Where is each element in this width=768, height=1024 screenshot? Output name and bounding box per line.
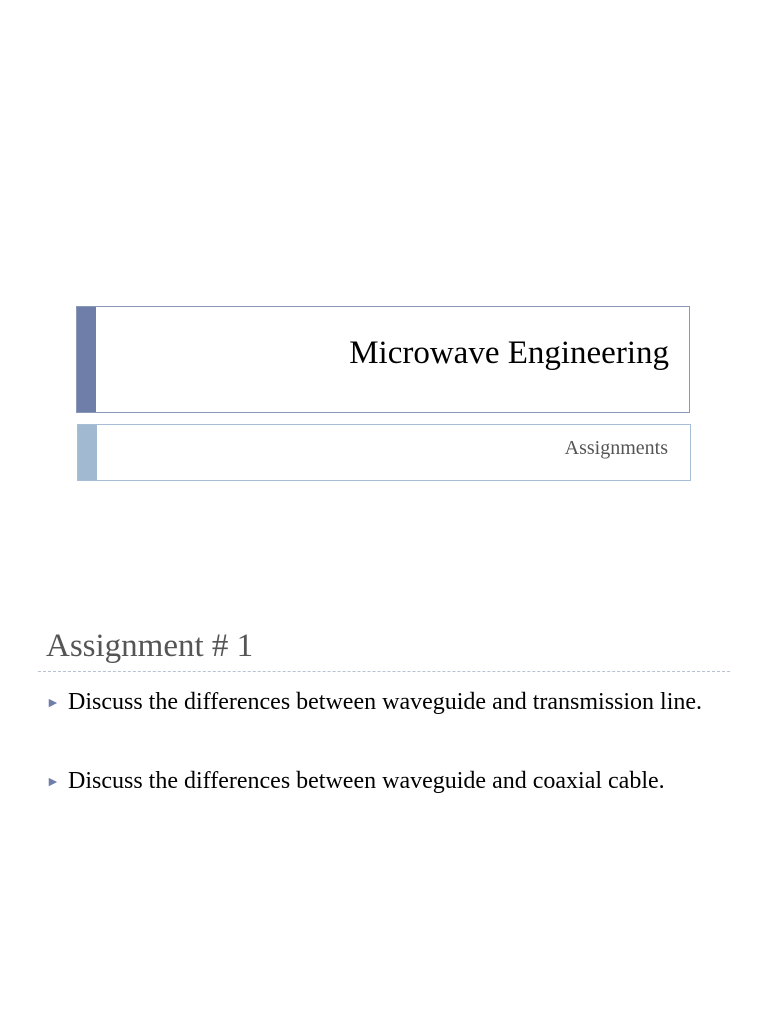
bullet-text: Discuss the differences between waveguide and coaxial cable. <box>68 768 665 794</box>
title-box <box>76 306 690 413</box>
assignment-heading: Assignment # 1 <box>46 628 254 664</box>
bullet-item <box>44 765 734 798</box>
slide-subtitle: Assignments <box>564 437 668 459</box>
subtitle-box <box>77 424 691 481</box>
subtitle-accent-bar <box>78 425 97 480</box>
triangle-right-icon: ► <box>46 775 60 790</box>
assignment-bullet-list <box>44 686 734 844</box>
title-accent-bar <box>77 307 96 412</box>
bullet-item <box>44 686 734 719</box>
heading-divider <box>38 671 730 672</box>
bullet-text: Discuss the differences between waveguide and transmission line. <box>68 689 703 715</box>
slide-title: Microwave Engineering <box>349 335 669 371</box>
triangle-right-icon: ► <box>46 696 60 711</box>
